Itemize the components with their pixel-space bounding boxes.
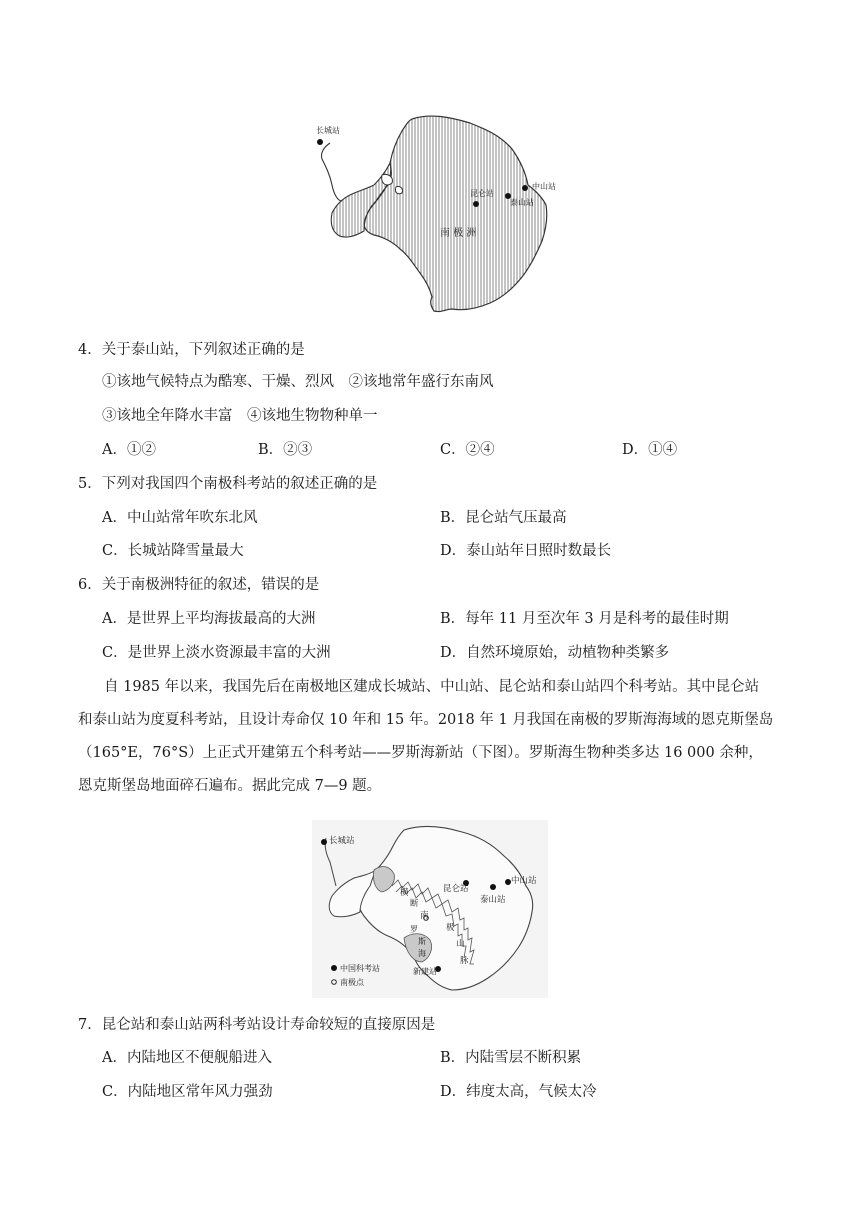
zhongshan-label-2: 中山站: [511, 876, 537, 886]
mountain-label-6: 脉: [460, 956, 469, 966]
mountain-label-2: 断: [410, 899, 419, 909]
question-5-stem: 5．下列对我国四个南极科考站的叙述正确的是: [78, 476, 378, 492]
continent-label: 南 极 洲: [440, 228, 477, 239]
question-7-stem: 7．昆仑站和泰山站两科考站设计寿命较短的直接原因是: [78, 1017, 436, 1033]
kunlun-label-2: 昆仑站: [443, 884, 469, 894]
question-5-option-c[interactable]: C．长城站降雪量最大: [102, 543, 244, 559]
ross-label-2: 斯: [418, 937, 426, 946]
zhongshan-station-dot: [522, 185, 528, 191]
taishan-label-2: 泰山站: [480, 895, 506, 905]
mountain-label-3: 南: [420, 911, 429, 921]
question-7-option-b[interactable]: B．内陆雪层不断积累: [440, 1050, 582, 1066]
question-4-stem: 4．关于泰山站，下列叙述正确的是: [78, 342, 305, 358]
antarctica-map-2: [312, 820, 548, 998]
great-wall-label-2: 长城站: [329, 836, 355, 846]
mountain-label-5: 山: [456, 939, 465, 949]
legend-station-symbol: [331, 965, 337, 971]
passage-line-4: 恩克斯堡岛地面碎石遍布。据此完成 7—9 题。: [78, 778, 382, 794]
question-6-option-a[interactable]: A．是世界上平均海拔最高的大洲: [102, 611, 316, 627]
new-station-label: 新建站: [413, 967, 437, 976]
question-4-statements-2: ③该地全年降水丰富 ④该地生物物种单一: [102, 408, 378, 424]
kunlun-label: 昆仑站: [470, 189, 494, 198]
question-6-option-d[interactable]: D．自然环境原始，动植物种类繁多: [440, 645, 670, 661]
passage-line-3: （165°E，76°S）上正式开建第五个科考站——罗斯海新站（下图）。罗斯海生物种类多达 16 000 余种，: [78, 745, 763, 761]
question-6-stem: 6．关于南极洲特征的叙述，错误的是: [78, 577, 320, 593]
ross-label-3: 海: [418, 949, 426, 958]
question-5-option-b[interactable]: B．昆仑站气压最高: [440, 510, 567, 526]
great-wall-label: 长城站: [316, 126, 340, 135]
question-6-option-c[interactable]: C．是世界上淡水资源最丰富的大洲: [102, 645, 331, 661]
ross-label-1: 罗: [410, 925, 418, 934]
legend-station-label: 中国科考站: [340, 964, 380, 973]
question-5-option-d[interactable]: D．泰山站年日照时数最长: [440, 543, 612, 559]
taishan-label: 泰山站: [510, 198, 534, 207]
great-wall-dot: [321, 839, 327, 845]
question-4-statements-1: ①该地气候特点为酷寒、干燥、烈风 ②该地常年盛行东南风: [102, 374, 494, 390]
great-wall-station-dot: [317, 139, 323, 145]
question-4-option-c[interactable]: C．②④: [440, 442, 495, 458]
mountain-label-4: 极: [446, 923, 455, 933]
question-5-option-a[interactable]: A．中山站常年吹东北风: [102, 510, 258, 526]
question-7-option-c[interactable]: C．内陆地区常年风力强劲: [102, 1084, 273, 1100]
question-4-option-d[interactable]: D．①④: [622, 442, 678, 458]
mountain-label-1: 横: [400, 888, 409, 898]
antarctica-map-1: [300, 105, 570, 320]
zhongshan-label: 中山站: [532, 182, 556, 191]
kunlun-station-dot: [473, 201, 479, 207]
question-6-option-b[interactable]: B．每年 11 月至次年 3 月是科考的最佳时期: [440, 611, 729, 627]
question-7-option-a[interactable]: A．内陆地区不便舰船进入: [102, 1050, 272, 1066]
taishan-dot: [490, 884, 496, 890]
passage-line-2: 和泰山站为度夏科考站，且设计寿命仅 10 年和 15 年。2018 年 1 月我国在南极的罗斯海海域的恩克斯堡岛: [78, 712, 774, 728]
legend-pole-label: 南极点: [340, 978, 364, 987]
question-4-option-a[interactable]: A．①②: [102, 442, 156, 458]
continent-shape: [364, 116, 547, 312]
passage-line-1: 自 1985 年以来，我国先后在南极地区建成长城站、中山站、昆仑站和泰山站四个科考站。其中昆仑站: [104, 679, 760, 695]
question-4-option-b[interactable]: B．②③: [258, 442, 313, 458]
question-7-option-d[interactable]: D．纬度太高，气候太冷: [440, 1084, 597, 1100]
legend-pole-symbol: [332, 980, 337, 985]
